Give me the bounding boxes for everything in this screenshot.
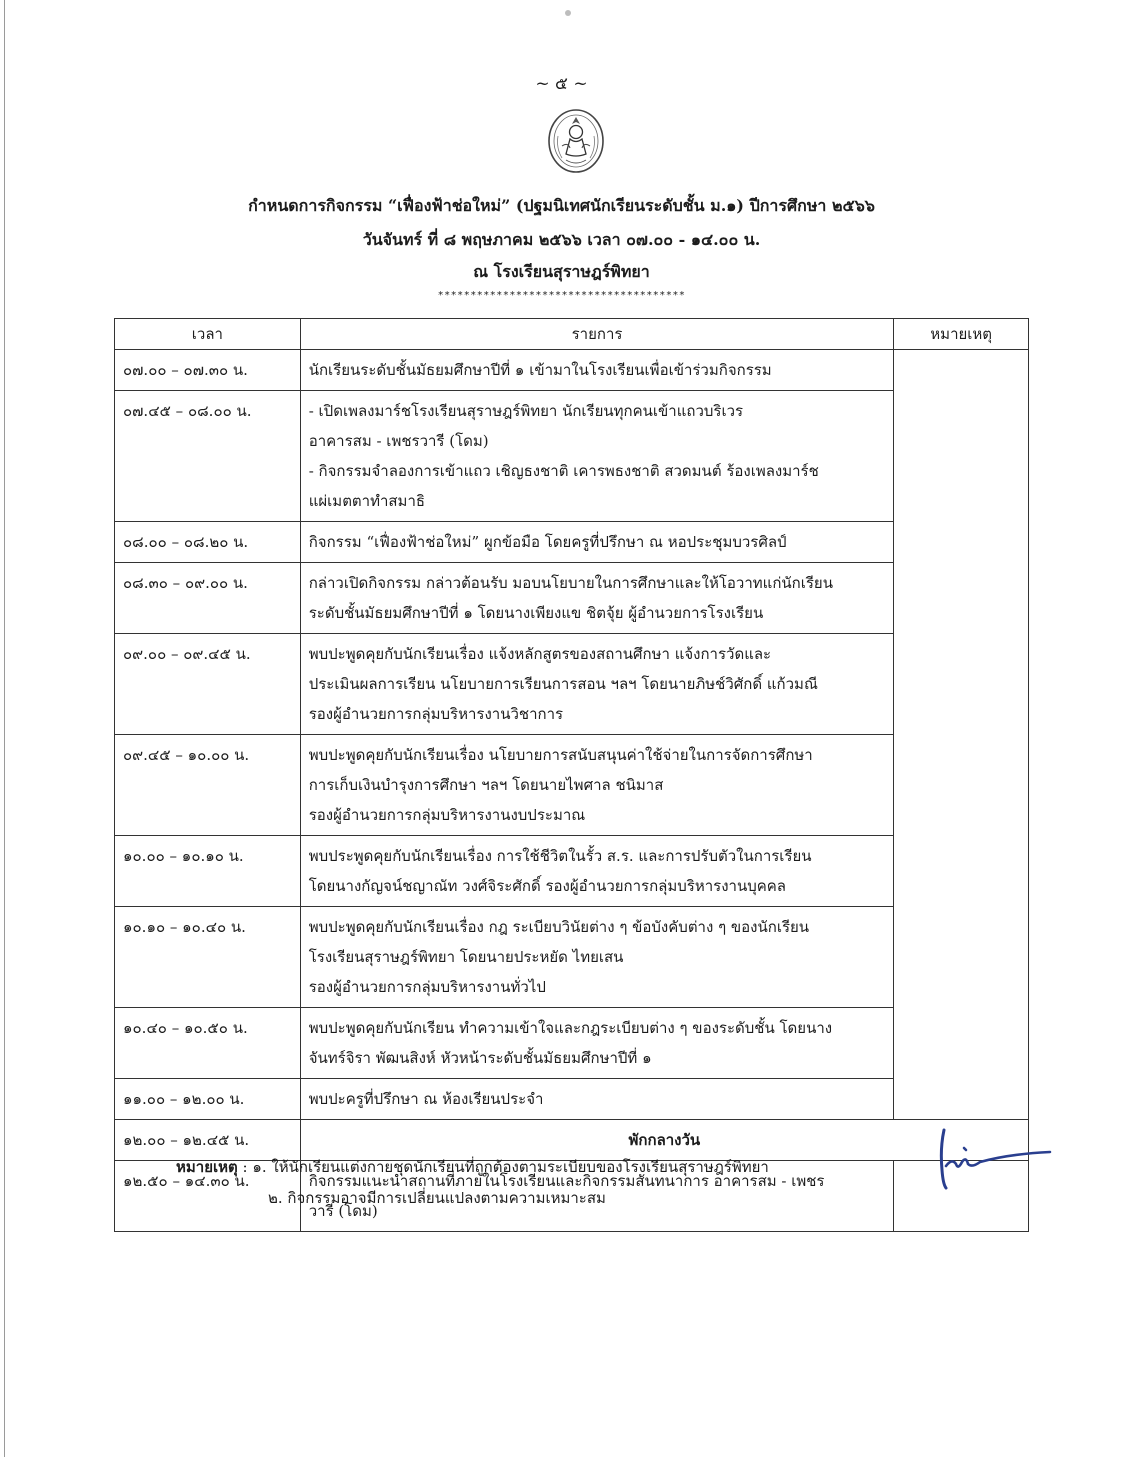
table-row: [115, 391, 1029, 522]
schedule-time: ๐๙.๔๕ – ๑๐.๐๐ น.: [115, 735, 301, 836]
table-row: [115, 735, 1029, 836]
schedule-activity: [300, 735, 894, 836]
activity-line: พบปะพูดคุยกับนักเรียนเรื่อง กฎ ระเบียบวินัยต่าง ๆ ข้อบังคับต่าง ๆ ของนักเรียน: [308, 918, 810, 936]
activity-line: พบปะพูดคุยกับนักเรียนเรื่อง นโยบายการสนับสนุนค่าใช้จ่ายในการจัดการศึกษา: [308, 746, 813, 764]
header-item: รายการ: [300, 319, 894, 350]
activity-line: แผ่เมตตาทำสมาธิ: [308, 492, 426, 510]
activity-line: - กิจกรรมจำลองการเข้าแถว เชิญธงชาติ เคารพธงชาติ สวดมนต์ ร้องเพลงมาร์ช: [308, 462, 819, 480]
schedule-time: ๑๒.๐๐ – ๑๒.๔๕ น.: [115, 1120, 301, 1161]
lunch-break-cell: พักกลางวัน: [300, 1120, 1028, 1161]
activity-line: รองผู้อำนวยการกลุ่มบริหารงานทั่วไป: [308, 978, 546, 996]
page-number: ~ ๕ ~: [535, 74, 588, 94]
school-seal-emblem: [546, 108, 606, 174]
schedule-time: ๑๑.๐๐ – ๑๒.๐๐ น.: [115, 1079, 301, 1120]
schedule-activity: [300, 836, 894, 907]
activity-line: โดยนางกัญจน์ชญาณัท วงศ์จิระศักดิ์ รองผู้อำนวยการกลุ่มบริหารงานบุคคล: [308, 877, 786, 895]
schedule-time: ๐๘.๐๐ – ๐๘.๒๐ น.: [115, 522, 301, 563]
header-remark: หมายเหตุ: [894, 319, 1029, 350]
schedule-time: ๑๐.๔๐ – ๑๐.๕๐ น.: [115, 1008, 301, 1079]
activity-line: ระดับชั้นมัธยมศึกษาปีที่ ๑ โดยนางเพียงแข ชิตจุ้ย ผู้อำนวยการโรงเรียน: [308, 604, 764, 622]
scan-mark: [565, 10, 571, 16]
table-row: [115, 907, 1029, 1008]
handwritten-signature: [928, 1118, 1054, 1208]
activity-line: ประเมินผลการเรียน นโยบายการเรียนการสอน ฯลฯ โดยนายภิษช์วิศักดิ์ แก้วมณี: [308, 675, 818, 693]
activity-line: กล่าวเปิดกิจกรรม กล่าวต้อนรับ มอบนโยบายในการศึกษาและให้โอวาทแก่นักเรียน: [308, 574, 833, 592]
schedule-activity: [300, 563, 894, 634]
document-date-line: วันจันทร์ ที่ ๘ พฤษภาคม ๒๕๖๖ เวลา ๐๗.๐๐ - ๑๔.๐๐ น.: [362, 230, 761, 249]
schedule-time: ๑๐.๑๐ – ๑๐.๔๐ น.: [115, 907, 301, 1008]
note-item-1: ๑. ให้นักเรียนแต่งกายชุดนักเรียนที่ถูกต้องตามระเบียบของโรงเรียนสุราษฎร์พิทยา: [252, 1158, 769, 1176]
document-venue-line: ณ โรงเรียนสุราษฎร์พิทยา: [473, 262, 650, 281]
activity-line: พบประพูดคุยกับนักเรียนเรื่อง การใช้ชีวิตในรั้ว ส.ร. และการปรับตัวในการเรียน: [308, 847, 812, 865]
schedule-time: ๐๗.๐๐ – ๐๗.๓๐ น.: [115, 350, 301, 391]
activity-line: นักเรียนระดับชั้นมัธยมศึกษาปีที่ ๑ เข้ามาในโรงเรียนเพื่อเข้าร่วมกิจกรรม: [308, 361, 772, 379]
activity-line: รองผู้อำนวยการกลุ่มบริหารงานงบประมาณ: [308, 806, 586, 824]
activity-line: พบปะพูดคุยกับนักเรียนเรื่อง แจ้งหลักสูตรของสถานศึกษา แจ้งการวัดและ: [308, 645, 772, 663]
header-time: เวลา: [115, 319, 301, 350]
activity-line: กิจกรรม “เฟื่องฟ้าช่อใหม่” ผูกข้อมือ โดยครูที่ปรึกษา ณ หอประชุมบวรศิลป์: [308, 533, 787, 551]
activity-line: พบปะพูดคุยกับนักเรียน ทำความเข้าใจและกฎระเบียบต่าง ๆ ของระดับชั้น โดยนาง: [308, 1019, 833, 1037]
activity-line: วารี (โดม): [308, 1202, 378, 1220]
notes-section: [176, 1152, 769, 1214]
schedule-time: ๑๐.๐๐ – ๑๐.๑๐ น.: [115, 836, 301, 907]
schedule-time: ๐๗.๔๕ – ๐๘.๐๐ น.: [115, 391, 301, 522]
schedule-activity: [300, 907, 894, 1008]
table-row: [115, 563, 1029, 634]
remark-cell-upper: [894, 350, 1029, 1120]
activity-line: อาคารสม - เพชรวารี (โดม): [308, 432, 489, 450]
activity-line: พบปะครูที่ปรึกษา ณ ห้องเรียนประจำ: [308, 1090, 544, 1108]
activity-line: - เปิดเพลงมาร์ชโรงเรียนสุราษฎร์พิทยา นักเรียนทุกคนเข้าแถวบริเวร: [308, 402, 744, 420]
activity-line: รองผู้อำนวยการกลุ่มบริหารงานวิชาการ: [308, 705, 564, 723]
schedule-time: ๑๒.๕๐ – ๑๔.๓๐ น.: [115, 1161, 301, 1232]
table-row: [115, 1079, 1029, 1120]
schedule-activity: [300, 634, 894, 735]
schedule-activity: [300, 1079, 894, 1120]
note-row-1: [176, 1152, 769, 1183]
activity-line: กิจกรรมแนะนำสถานที่ภายในโรงเรียนและกิจกรรมสันทนาการ อาคารสม - เพชร: [308, 1172, 825, 1190]
schedule-time: ๐๙.๐๐ – ๐๙.๔๕ น.: [115, 634, 301, 735]
document-title: กำหนดการกิจกรรม “เฟื่องฟ้าช่อใหม่” (ปฐมนิเทศนักเรียนระดับชั้น ม.๑) ปีการศึกษา ๒๕๖๖: [248, 196, 875, 215]
schedule-table: [114, 318, 1029, 1232]
schedule-activity: [300, 350, 894, 391]
notes-separator: :: [237, 1158, 253, 1176]
activity-line: จันทร์จิรา พัฒนสิงห์ หัวหน้าระดับชั้นมัธยมศึกษาปีที่ ๑: [308, 1049, 652, 1067]
table-row: [115, 1008, 1029, 1079]
schedule-activity: [300, 1008, 894, 1079]
table-row: [115, 836, 1029, 907]
note-item-2: ๒. กิจกรรมอาจมีการเปลี่ยนแปลงตามความเหมาะสม: [268, 1189, 606, 1207]
schedule-activity: [300, 391, 894, 522]
activity-line: โรงเรียนสุราษฎร์พิทยา โดยนายประหยัด ไทยเสน: [308, 948, 624, 966]
schedule-time: ๐๘.๓๐ – ๐๙.๐๐ น.: [115, 563, 301, 634]
schedule-body: [115, 350, 1029, 1232]
table-header-row: [115, 319, 1029, 350]
table-row: [115, 350, 1029, 391]
note-row-2: [176, 1183, 769, 1214]
notes-label: หมายเหตุ: [176, 1158, 238, 1176]
activity-line: การเก็บเงินบำรุงการศึกษา ฯลฯ โดยนายไพศาล ชนิมาส: [308, 776, 664, 794]
schedule-activity: [300, 522, 894, 563]
table-row: [115, 522, 1029, 563]
table-row: [115, 634, 1029, 735]
star-divider: **************************************: [437, 290, 686, 301]
